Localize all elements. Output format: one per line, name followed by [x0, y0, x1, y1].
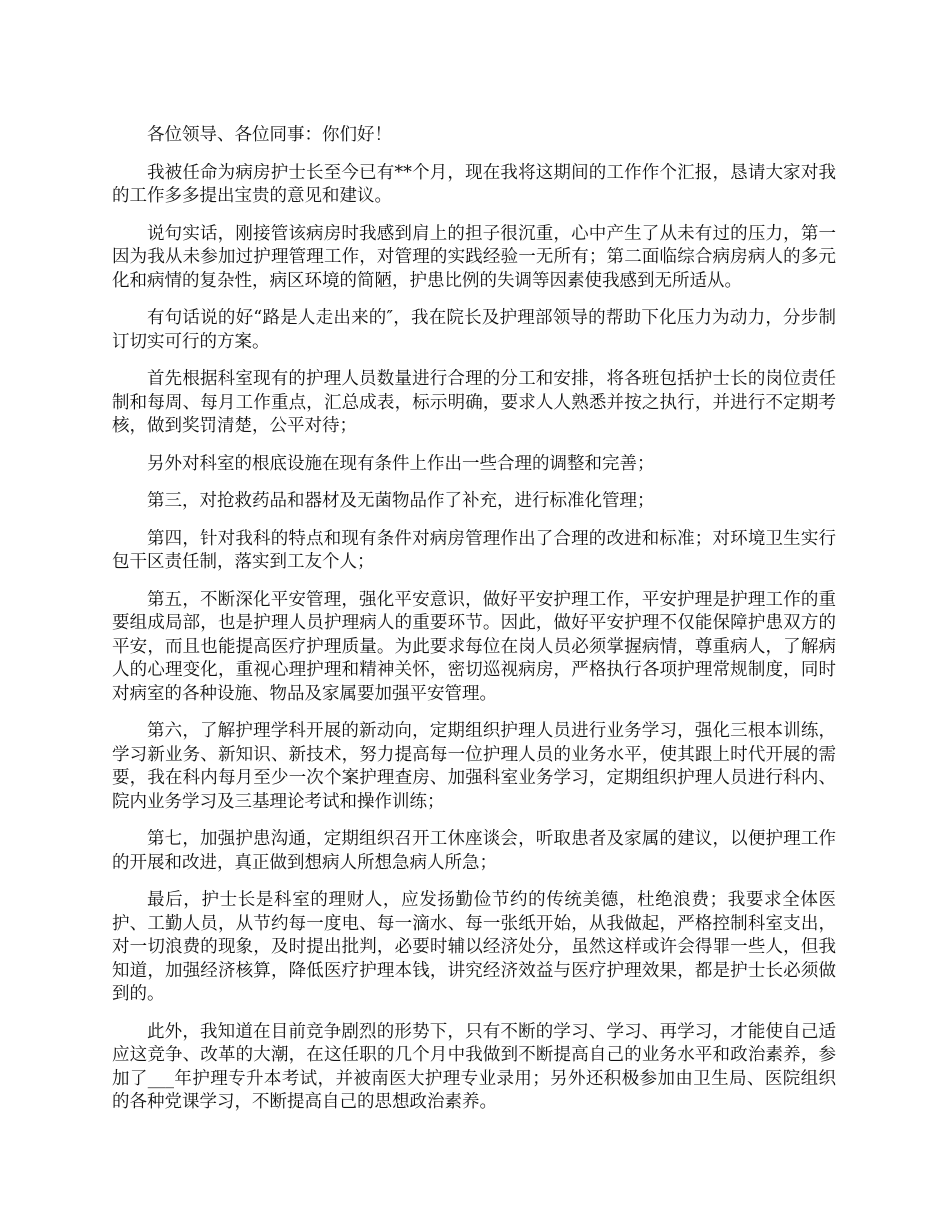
paragraph-seventh: 第七，加强护患沟通，定期组织召开工休座谈会，听取患者及家属的建议，以便护理工作的开展和改进，真正做到想病人所想急病人所急；: [112, 829, 836, 873]
paragraph-fifth: 第五，不断深化平安管理，强化平安意识，做好平安护理工作，平安护理是护理工作的重要组成局部，也是护理人员护理病人的重要环节。因此，做好平安护理不仅能保障护患双方的平安，而且也能提高医疗护理质量。为此要求每位在岗人员必须掌握病情，尊重病人，了解病人的心理变化，重视心理护理和精神关怀，密切巡视病房，严格执行各项护理常规制度，同时对病室的各种设施、物品及家属要加强平安管理。: [112, 589, 836, 704]
paragraph-first: 首先根据科室现有的护理人员数量进行合理的分工和安排，将各班包括护士长的岗位责任制和每周、每月工作重点，汇总成表，标示明确，要求人人熟悉并按之执行，并进行不定期考核，做到奖罚清楚，公平对待；: [112, 369, 836, 436]
paragraph-greeting: 各位领导、各位同事：你们好！: [147, 125, 392, 145]
paragraph-additionally: 此外，我知道在目前竞争剧烈的形势下，只有不断的学习、学习、再学习，才能使自己适应这竞争、改革的大潮，在这任职的几个月中我做到不断提高自己的业务水平和政治素养，参加了___年护理专升本考试，并被南医大护理专业录用；另外还积极参加由卫生局、医院组织的各种党课学习，不断提高自己的思想政治素养。: [112, 1021, 836, 1112]
paragraph-fourth: 第四，针对我科的特点和现有条件对病房管理作出了合理的改进和标准；对环境卫生实行包干区责任制，落实到工友个人；: [112, 528, 836, 572]
paragraph-sixth: 第六，了解护理学科开展的新动向，定期组织护理人员进行业务学习，强化三根本训练，学习新业务、新知识、新技术，努力提高每一位护理人员的业务水平，使其跟上时代开展的需要，我在科内每月至少一次个案护理查房、加强科室业务学习，定期组织护理人员进行科内、院内业务学习及三基理论考试和操作训练；: [112, 721, 836, 812]
paragraph-facilities: 另外对科室的根底设施在现有条件上作出一些合理的调整和完善；: [147, 453, 655, 474]
paragraph-plan: 有句话说的好“路是人走出来的″，我在院长及护理部领导的帮助下化压力为动力，分步制订切实可行的方案。: [112, 308, 836, 352]
paragraph-third: 第三，对抢救药品和器材及无菌物品作了补充，进行标准化管理；: [147, 491, 655, 511]
paragraph-pressure: 说句实话，刚接管该病房时我感到肩上的担子很沉重，心中产生了从未有过的压力，第一因为我从未参加过护理管理工作，对管理的实践经验一无所有；第二面临综合病房病人的多元化和病情的复杂性，病区环境的简陋，护患比例的失调等因素使我感到无所适从。: [112, 223, 836, 291]
paragraph-intro: 我被任命为病房护士长至今已有**个月，现在我将这期间的工作作个汇报，恳请大家对我的工作多多提出宝贵的意见和建议。: [112, 162, 836, 206]
document-body: [112, 124, 836, 1129]
paragraph-finally: 最后，护士长是科室的理财人，应发扬勤俭节约的传统美德，杜绝浪费；我要求全体医护、工勤人员，从节约每一度电、每一滴水、每一张纸开始，从我做起，严格控制科室支出，对一切浪费的现象，及时提出批判，必要时辅以经济处分，虽然这样或许会得罪一些人，但我知道，加强经济核算，降低医疗护理本钱，讲究经济效益与医疗护理效果，都是护士长必须做到的。: [112, 890, 836, 1004]
